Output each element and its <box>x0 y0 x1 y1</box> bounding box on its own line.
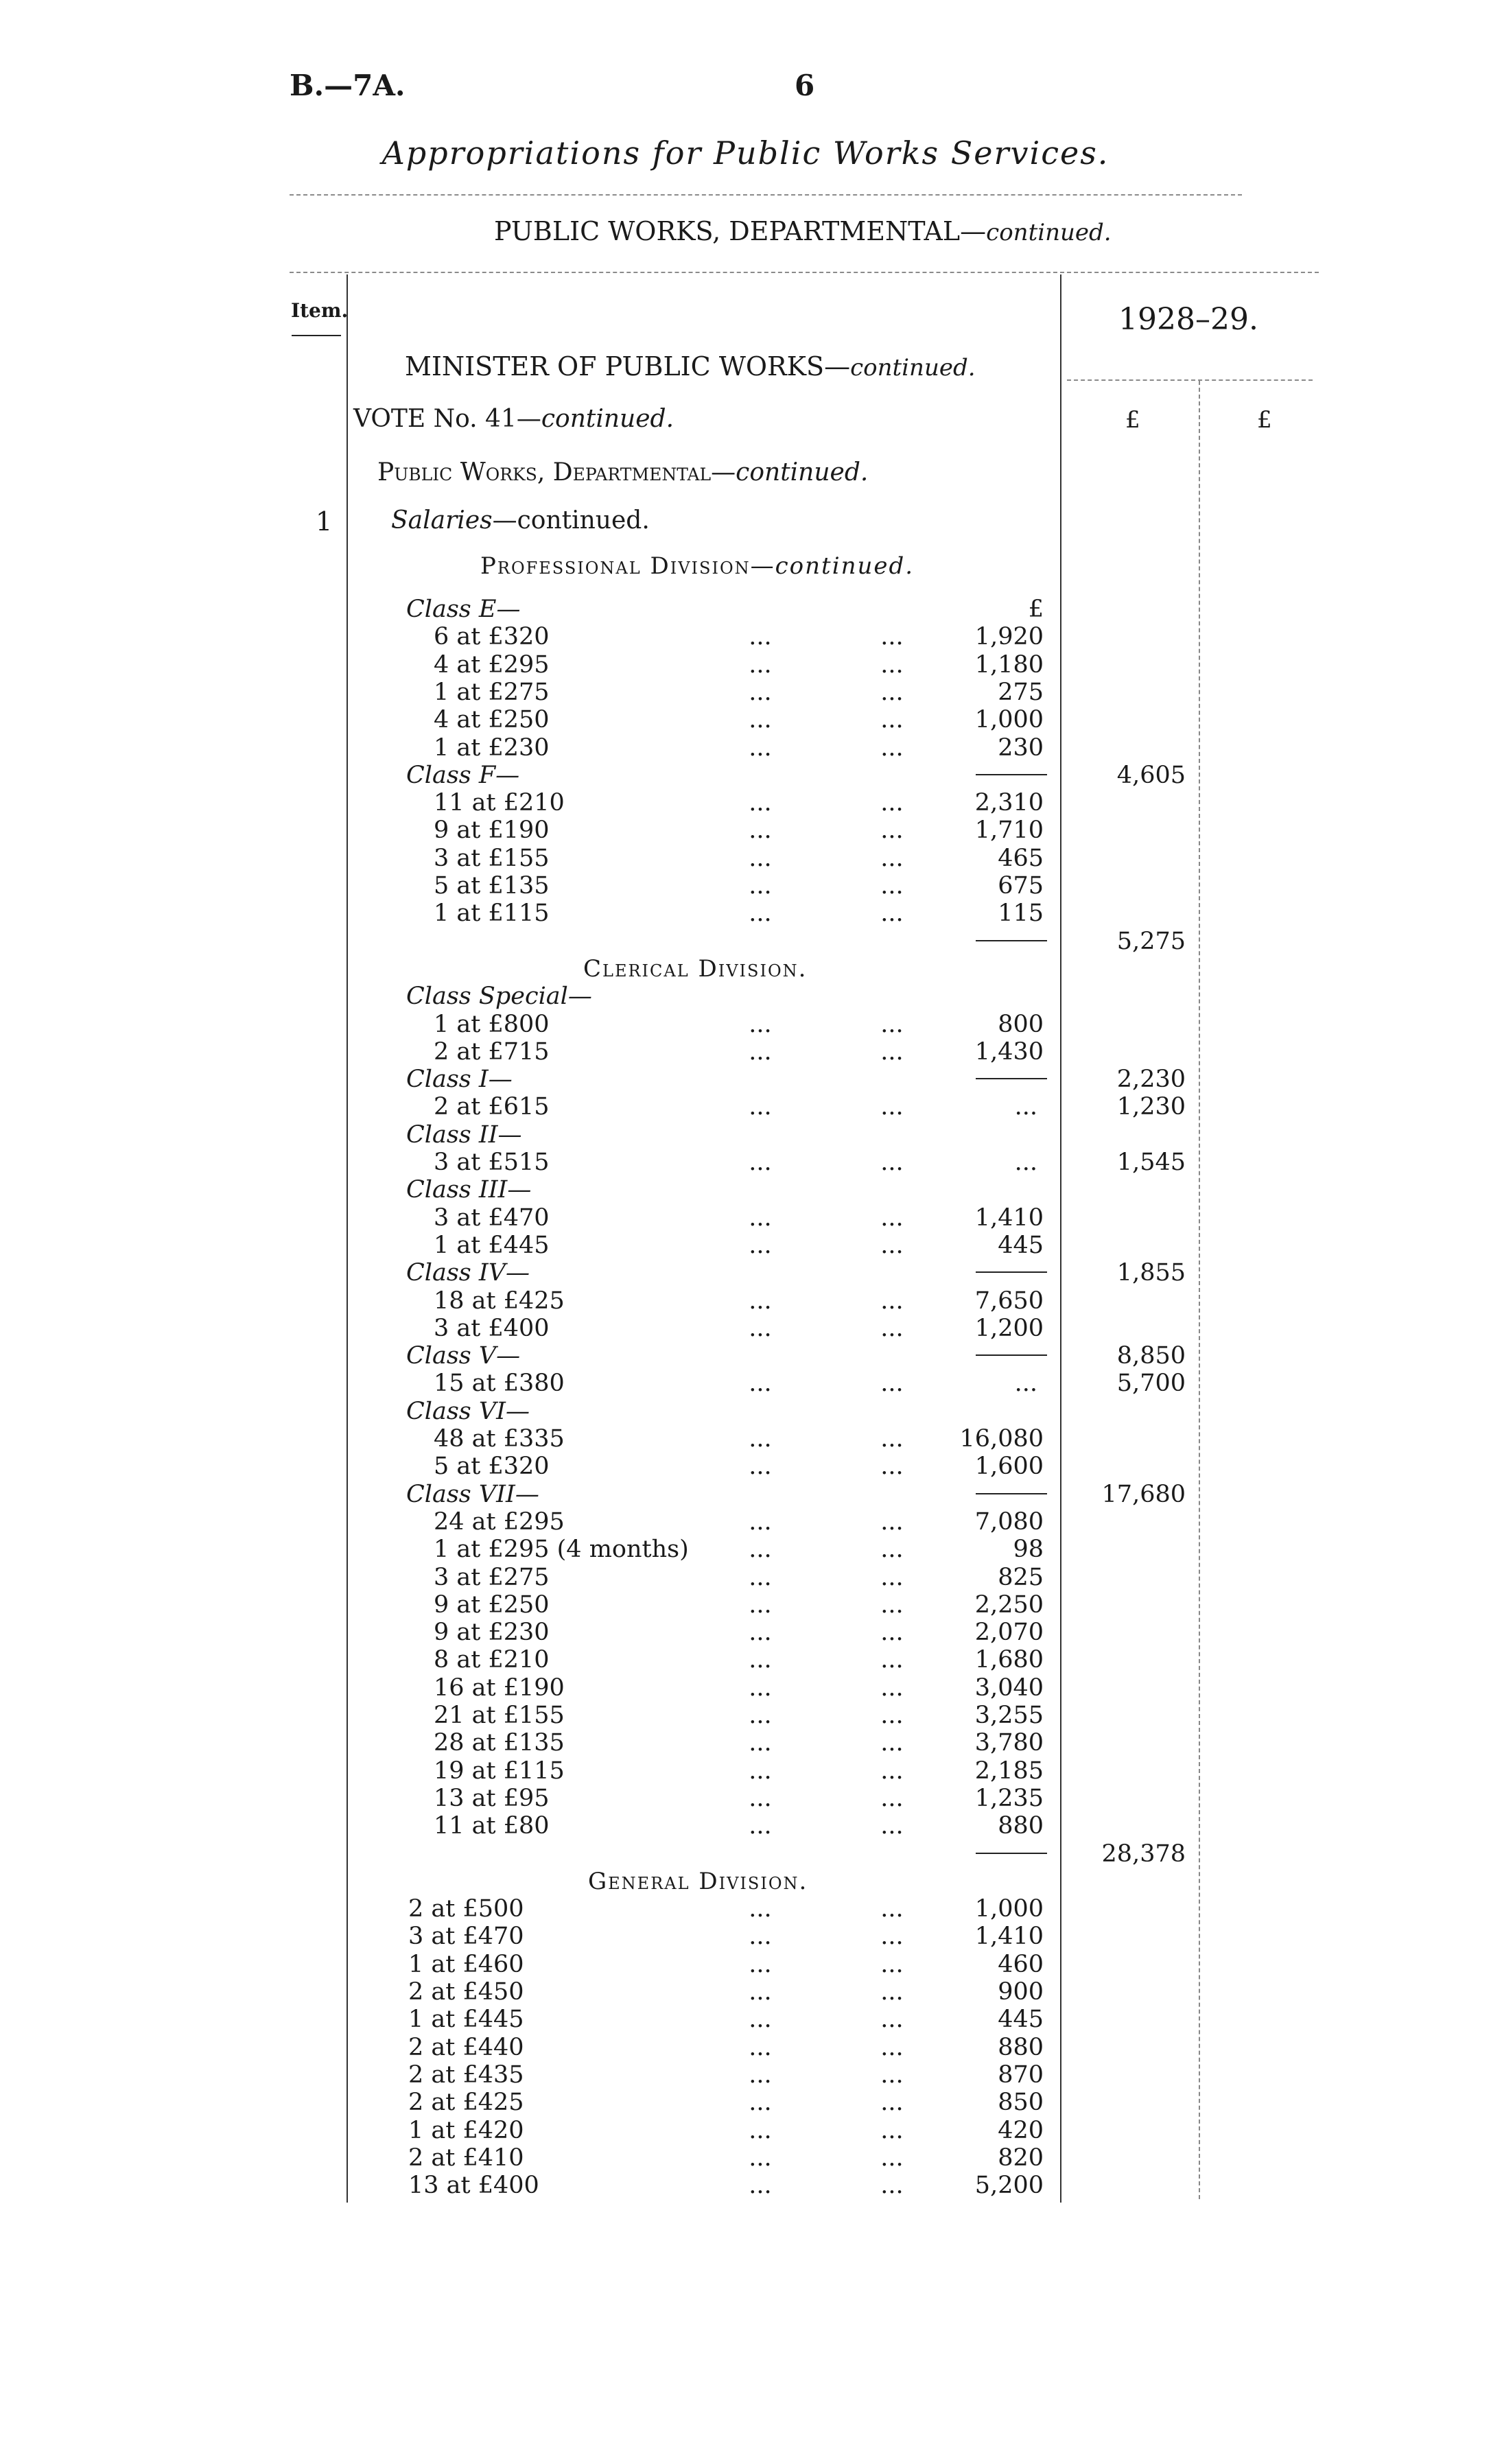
rate-label: 4 at £295 <box>434 650 550 679</box>
leader-dots: ... <box>1014 1370 1037 1398</box>
rate-label: 1 at £460 <box>408 1950 524 1978</box>
leader-dots: ... <box>880 1370 904 1398</box>
leader-dots: ... <box>880 2033 904 2061</box>
amount-value: 7,080 <box>974 1507 1044 1536</box>
class-label: Class V— <box>406 1342 521 1370</box>
leader-dots: ... <box>880 1674 904 1702</box>
amount-value: 3,040 <box>974 1674 1044 1702</box>
leader-dots: ... <box>880 1757 904 1785</box>
amount-value: 800 <box>998 1010 1044 1038</box>
leader-dots: ... <box>880 1287 904 1315</box>
table-row <box>0 928 1491 955</box>
table-row <box>0 1702 1491 1729</box>
leader-dots: ... <box>749 1619 772 1647</box>
amount-value: 5,200 <box>974 2172 1044 2200</box>
amount-value: 3,780 <box>974 1729 1044 1757</box>
leader-dots: ... <box>880 1425 904 1453</box>
leader-dots: ... <box>880 1784 904 1812</box>
amount-value: 445 <box>998 1231 1044 1259</box>
leader-dots: ... <box>880 1729 904 1757</box>
leader-dots: ... <box>880 1314 904 1342</box>
leader-dots: ... <box>880 1536 904 1564</box>
rate-label: 1 at £115 <box>434 900 550 928</box>
leader-dots: ... <box>749 1591 772 1619</box>
rate-label: 19 at £115 <box>434 1757 565 1785</box>
leader-dots: ... <box>749 2144 772 2172</box>
subtotal-value: 28,378 <box>1101 1840 1186 1868</box>
leader-dots: ... <box>880 789 904 817</box>
amount-value: 1,200 <box>974 1314 1044 1342</box>
amount-value: 230 <box>998 734 1044 762</box>
leader-dots: ... <box>749 1149 772 1176</box>
leader-dots: ... <box>749 1702 772 1729</box>
table-row <box>0 845 1491 872</box>
table-row <box>0 955 1491 983</box>
amount-value: 2,185 <box>974 1757 1044 1785</box>
professional-continued: continued. <box>775 552 915 580</box>
table-row <box>0 789 1491 817</box>
class-label: Class IV— <box>406 1259 530 1287</box>
leader-dots: ... <box>749 706 772 734</box>
subtotal-rule <box>976 1853 1047 1854</box>
table-row <box>0 2034 1491 2061</box>
leader-dots: ... <box>749 1093 772 1121</box>
subtotal-rule <box>976 1078 1047 1079</box>
table-row <box>0 1176 1491 1204</box>
amount-value: 445 <box>998 2006 1044 2034</box>
amount-value: 1,180 <box>974 650 1044 679</box>
leader-dots: ... <box>749 2061 772 2089</box>
leader-dots: ... <box>880 1591 904 1619</box>
leader-dots: ... <box>749 1287 772 1315</box>
leader-dots: ... <box>749 2033 772 2061</box>
leader-dots: ... <box>749 734 772 762</box>
rate-label: 11 at £80 <box>434 1812 550 1840</box>
class-label: Class F— <box>406 761 520 789</box>
table-row <box>0 1812 1491 1840</box>
leader-dots: ... <box>749 1950 772 1978</box>
table-row <box>0 2089 1491 2116</box>
table-row <box>0 1315 1491 1342</box>
leader-dots: ... <box>880 2172 904 2200</box>
leader-dots: ... <box>749 678 772 706</box>
document-code: B.—7A. <box>290 69 406 102</box>
class-label: Class III— <box>406 1176 532 1204</box>
pwd-continued: continued. <box>736 458 869 486</box>
table-row <box>0 1785 1491 1812</box>
item-column-header: Item. <box>291 299 349 322</box>
table-row <box>0 2144 1491 2172</box>
amount-value: 1,000 <box>974 1895 1044 1923</box>
rate-label: 3 at £470 <box>408 1923 524 1951</box>
table-row <box>0 1038 1491 1066</box>
leader-dots: ... <box>749 623 772 651</box>
leader-dots: ... <box>880 2144 904 2172</box>
table-row <box>0 1923 1491 1950</box>
rate-label: 1 at £295 (4 months) <box>434 1536 689 1564</box>
year-header: 1928–29. <box>1118 302 1258 337</box>
leader-dots: ... <box>749 1812 772 1840</box>
table-row <box>0 900 1491 927</box>
amount-value: 1,235 <box>974 1784 1044 1812</box>
table-row <box>0 762 1491 789</box>
amount-value: 1,430 <box>974 1037 1044 1066</box>
professional-main: Professional Division— <box>480 552 775 580</box>
subtotal-value: 8,850 <box>1116 1342 1186 1370</box>
rate-label: 3 at £155 <box>434 844 550 872</box>
amount-value: 1,710 <box>974 817 1044 845</box>
leader-dots: ... <box>880 1702 904 1729</box>
public-works-heading <box>377 458 868 486</box>
leader-dots: ... <box>880 1149 904 1176</box>
title-rule <box>290 194 1242 196</box>
leader-dots: ... <box>880 1950 904 1978</box>
amount-value: 16,080 <box>959 1425 1044 1453</box>
table-row <box>0 1093 1491 1120</box>
rate-label: 2 at £425 <box>408 2089 524 2117</box>
table-row <box>0 1674 1491 1702</box>
subtotal-value: 1,855 <box>1116 1259 1186 1287</box>
vote-continued: continued. <box>541 405 674 433</box>
rate-label: 3 at £470 <box>434 1204 550 1232</box>
amount-value: 115 <box>998 900 1044 928</box>
class-label: Class I— <box>406 1066 513 1094</box>
leader-dots: ... <box>749 650 772 679</box>
rate-label: 21 at £155 <box>434 1702 565 1729</box>
table-row <box>0 1978 1491 2006</box>
amount-value: 850 <box>998 2089 1044 2117</box>
rate-label: 18 at £425 <box>434 1287 565 1315</box>
leader-dots: ... <box>880 1619 904 1647</box>
leader-dots: ... <box>749 1729 772 1757</box>
leader-dots: ... <box>880 1037 904 1066</box>
amount-value: 820 <box>998 2144 1044 2172</box>
amount-value: 675 <box>998 872 1044 900</box>
table-row <box>0 1066 1491 1093</box>
leader-dots: ... <box>749 2116 772 2144</box>
rate-label: 2 at £435 <box>408 2061 524 2089</box>
rate-label: 13 at £400 <box>408 2172 539 2200</box>
item-header-rule <box>292 335 341 336</box>
subtitle-rule <box>290 272 1319 273</box>
class-label: Class Special— <box>406 983 592 1011</box>
subtotal-value: 1,230 <box>1116 1093 1186 1121</box>
amount-value: 3,255 <box>974 1702 1044 1729</box>
leader-dots: ... <box>749 2089 772 2117</box>
rate-label: 3 at £515 <box>434 1149 550 1176</box>
table-row <box>0 1204 1491 1232</box>
amount-value: 1,410 <box>974 1923 1044 1951</box>
subtotal-value: 4,605 <box>1116 761 1186 789</box>
table-row <box>0 1011 1491 1038</box>
amount-value: 2,310 <box>974 789 1044 817</box>
minister-continued: continued. <box>850 354 976 382</box>
table-row <box>0 1868 1491 1895</box>
amount-value: 420 <box>998 2116 1044 2144</box>
table-row <box>0 1398 1491 1425</box>
table-row <box>0 1757 1491 1785</box>
leader-dots: ... <box>880 817 904 845</box>
amount-value: 7,650 <box>974 1287 1044 1315</box>
subtotal-rule <box>976 1271 1047 1273</box>
leader-dots: ... <box>880 1812 904 1840</box>
rate-label: 1 at £420 <box>408 2116 524 2144</box>
rate-label: 2 at £715 <box>434 1037 550 1066</box>
table-row <box>0 623 1491 650</box>
leader-dots: ... <box>880 1507 904 1536</box>
table-row <box>0 817 1491 844</box>
table-row <box>0 1646 1491 1674</box>
leader-dots: ... <box>880 1923 904 1951</box>
table-row <box>0 651 1491 679</box>
table-row <box>0 1149 1491 1176</box>
rate-label: 6 at £320 <box>434 623 550 651</box>
amount-value: 2,070 <box>974 1619 1044 1647</box>
page-number: 6 <box>795 69 815 102</box>
subtotal-value: 2,230 <box>1116 1066 1186 1094</box>
table-row <box>0 1951 1491 1978</box>
rate-label: 9 at £230 <box>434 1619 550 1647</box>
rate-label: 2 at £410 <box>408 2144 524 2172</box>
table-row <box>0 679 1491 706</box>
table-row <box>0 1425 1491 1453</box>
rate-label: 2 at £615 <box>434 1093 550 1121</box>
table-row <box>0 1453 1491 1480</box>
leader-dots: ... <box>749 2006 772 2034</box>
subtotal-rule <box>976 1354 1047 1356</box>
table-row <box>0 1895 1491 1923</box>
minister-heading <box>405 351 976 382</box>
leader-dots: ... <box>880 844 904 872</box>
rate-label: 4 at £250 <box>434 706 550 734</box>
leader-dots: ... <box>880 2089 904 2117</box>
rate-label: 3 at £275 <box>434 1563 550 1591</box>
subtotal-rule <box>976 1493 1047 1494</box>
rate-label: 11 at £210 <box>434 789 565 817</box>
leader-dots: ... <box>749 1536 772 1564</box>
leader-dots: ... <box>749 1757 772 1785</box>
rate-label: 5 at £320 <box>434 1453 550 1481</box>
amount-value: £ <box>1028 596 1044 623</box>
rate-label: 1 at £445 <box>434 1231 550 1259</box>
salaries-heading <box>391 506 650 535</box>
leader-dots: ... <box>749 789 772 817</box>
amount-value: 460 <box>998 1950 1044 1978</box>
amount-value: 1,600 <box>974 1453 1044 1481</box>
rate-label: 3 at £400 <box>434 1314 550 1342</box>
leader-dots: ... <box>749 1037 772 1066</box>
table-row <box>0 1508 1491 1536</box>
class-label: Class E— <box>406 596 521 623</box>
leader-dots: ... <box>880 678 904 706</box>
rate-label: 15 at £380 <box>434 1370 565 1398</box>
table-row <box>0 1591 1491 1619</box>
table-row <box>0 1342 1491 1370</box>
leader-dots: ... <box>880 1978 904 2006</box>
table-row <box>0 1232 1491 1259</box>
subtotal-value: 1,545 <box>1116 1149 1186 1176</box>
table-row <box>0 1287 1491 1315</box>
amount-value: 275 <box>998 678 1044 706</box>
subtotal-value: 5,275 <box>1116 927 1186 955</box>
rate-label: 2 at £450 <box>408 1978 524 2006</box>
leader-dots: ... <box>880 1453 904 1481</box>
leader-dots: ... <box>749 844 772 872</box>
class-label: Class VII— <box>406 1480 539 1508</box>
leader-dots: ... <box>749 900 772 928</box>
leader-dots: ... <box>749 1370 772 1398</box>
rate-label: 24 at £295 <box>434 1507 565 1536</box>
leader-dots: ... <box>749 1453 772 1481</box>
rate-label: 1 at £275 <box>434 678 550 706</box>
leader-dots: ... <box>749 1314 772 1342</box>
rate-label: 13 at £95 <box>434 1784 550 1812</box>
table-row <box>0 1259 1491 1287</box>
amount-value: 900 <box>998 1978 1044 2006</box>
leader-dots: ... <box>749 1507 772 1536</box>
amount-value: 825 <box>998 1563 1044 1591</box>
rate-label: 9 at £190 <box>434 817 550 845</box>
pound-header-2: £ <box>1257 406 1272 434</box>
pound-header-1: £ <box>1125 406 1140 434</box>
leader-dots: ... <box>880 1231 904 1259</box>
rate-label: 48 at £335 <box>434 1425 565 1453</box>
rate-label: 2 at £500 <box>408 1895 524 1923</box>
leader-dots: ... <box>749 1674 772 1702</box>
table-row <box>0 2172 1491 2199</box>
minister-main: MINISTER OF PUBLIC WORKS— <box>405 351 851 382</box>
leader-dots: ... <box>880 650 904 679</box>
leader-dots: ... <box>749 1895 772 1923</box>
amount-value: 880 <box>998 2033 1044 2061</box>
table-row <box>0 1121 1491 1149</box>
pwd-main: Public Works, Departmental— <box>377 458 736 486</box>
table-row <box>0 1564 1491 1591</box>
item-number: 1 <box>316 506 333 537</box>
leader-dots: ... <box>749 2172 772 2200</box>
division-heading: Clerical Division. <box>583 954 808 983</box>
table-row <box>0 2006 1491 2033</box>
class-label: Class II— <box>406 1120 522 1149</box>
leader-dots: ... <box>880 623 904 651</box>
leader-dots: ... <box>880 734 904 762</box>
leader-dots: ... <box>880 872 904 900</box>
table-row <box>0 1536 1491 1563</box>
amount-value: 1,920 <box>974 623 1044 651</box>
leader-dots: ... <box>749 1231 772 1259</box>
leader-dots: ... <box>880 2116 904 2144</box>
page-title: Appropriations for Public Works Services. <box>381 134 1110 172</box>
rate-label: 9 at £250 <box>434 1591 550 1619</box>
table-row <box>0 872 1491 900</box>
subtitle-main: PUBLIC WORKS, DEPARTMENTAL— <box>494 216 987 246</box>
year-rule <box>1067 379 1313 381</box>
amount-value: 870 <box>998 2061 1044 2089</box>
subtotal-rule <box>976 774 1047 775</box>
rate-label: 1 at £230 <box>434 734 550 762</box>
rate-label: 2 at £440 <box>408 2033 524 2061</box>
table-row <box>0 983 1491 1010</box>
section-subtitle <box>494 216 1112 246</box>
leader-dots: ... <box>749 817 772 845</box>
amount-value: 1,000 <box>974 706 1044 734</box>
table-row <box>0 1729 1491 1757</box>
leader-dots: ... <box>749 1646 772 1674</box>
subtotal-value: 5,700 <box>1116 1370 1186 1398</box>
leader-dots: ... <box>880 1895 904 1923</box>
amount-value: 1,410 <box>974 1204 1044 1232</box>
table-row <box>0 596 1491 623</box>
rate-label: 1 at £445 <box>408 2006 524 2034</box>
amount-value: 880 <box>998 1812 1044 1840</box>
leader-dots: ... <box>1014 1093 1037 1121</box>
leader-dots: ... <box>1014 1149 1037 1176</box>
subtotal-value: 17,680 <box>1101 1480 1186 1508</box>
leader-dots: ... <box>749 1784 772 1812</box>
leader-dots: ... <box>880 706 904 734</box>
subtotal-rule <box>976 940 1047 941</box>
vote-main: VOTE No. 41— <box>353 405 541 433</box>
table-row <box>0 2117 1491 2144</box>
leader-dots: ... <box>880 1563 904 1591</box>
leader-dots: ... <box>749 1425 772 1453</box>
leader-dots: ... <box>749 1563 772 1591</box>
table-row <box>0 1370 1491 1397</box>
table-row <box>0 1481 1491 1508</box>
class-label: Class VI— <box>406 1397 530 1425</box>
vote-heading <box>353 405 674 433</box>
leader-dots: ... <box>880 2006 904 2034</box>
table-row <box>0 1840 1491 1868</box>
rate-label: 8 at £210 <box>434 1646 550 1674</box>
table-row <box>0 2061 1491 2089</box>
rate-label: 5 at £135 <box>434 872 550 900</box>
subtitle-continued: continued. <box>986 219 1112 246</box>
salaries-main: Salaries <box>391 506 493 535</box>
leader-dots: ... <box>880 1010 904 1038</box>
division-heading: General Division. <box>588 1867 808 1895</box>
amount-value: 98 <box>1013 1536 1044 1564</box>
amount-value: 465 <box>998 844 1044 872</box>
amount-value: 1,680 <box>974 1646 1044 1674</box>
leader-dots: ... <box>749 1978 772 2006</box>
rate-label: 1 at £800 <box>434 1010 550 1038</box>
rate-label: 28 at £135 <box>434 1729 565 1757</box>
professional-division-heading <box>480 552 914 580</box>
rate-label: 16 at £190 <box>434 1674 565 1702</box>
leader-dots: ... <box>880 2061 904 2089</box>
salaries-continued: —continued. <box>492 506 650 535</box>
leader-dots: ... <box>749 1923 772 1951</box>
table-row <box>0 1619 1491 1646</box>
leader-dots: ... <box>880 900 904 928</box>
leader-dots: ... <box>749 1010 772 1038</box>
leader-dots: ... <box>749 1204 772 1232</box>
leader-dots: ... <box>880 1646 904 1674</box>
leader-dots: ... <box>880 1204 904 1232</box>
table-row <box>0 734 1491 762</box>
amount-value: 2,250 <box>974 1591 1044 1619</box>
leader-dots: ... <box>749 872 772 900</box>
leader-dots: ... <box>880 1093 904 1121</box>
table-row <box>0 706 1491 734</box>
